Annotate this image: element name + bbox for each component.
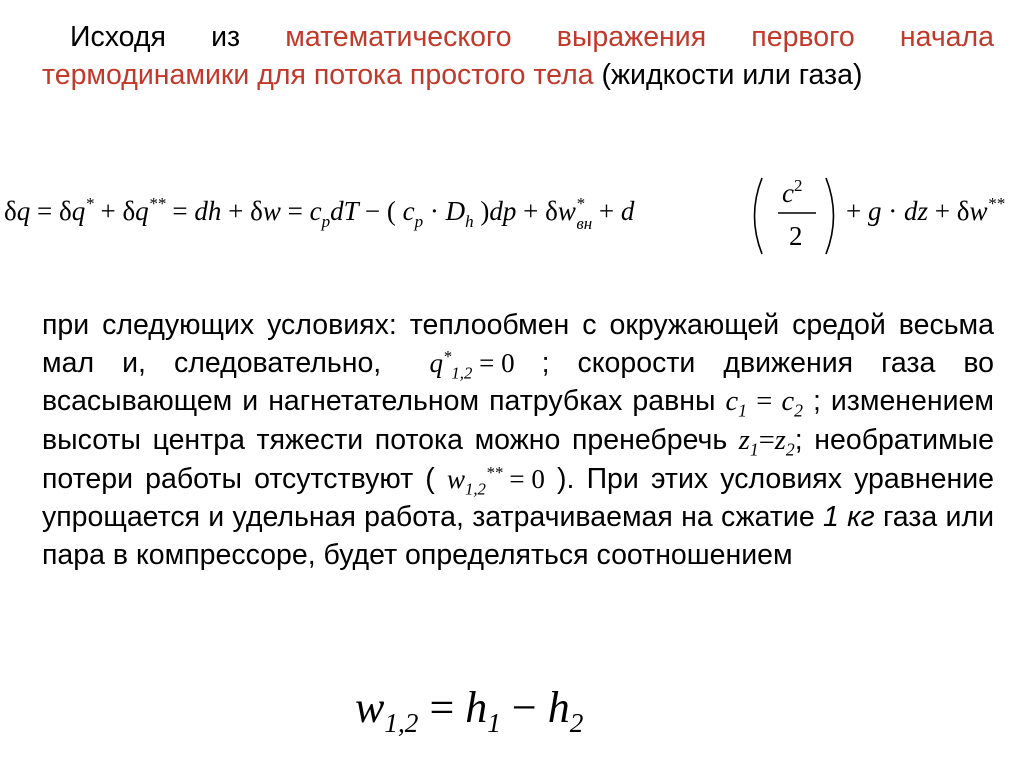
- final-equation: $w_{1,2} = h_1 - h_2$: [355, 683, 584, 738]
- cond-s2: ; скорости движения газа во всасывающем и нагнетательном патрубках равны: [42, 347, 995, 417]
- intro-highlight: математического выражения первого начала термодинамики для потока простого тела: [42, 21, 994, 91]
- cond-s3: ; изменением высоты центра тяжести потока можно пренебречь: [42, 385, 994, 456]
- eq-frac-num: $c^2$: [782, 176, 803, 208]
- eq-term-tail: + g · dz + δw**: [846, 194, 1005, 226]
- intro-lead: Исходя из: [70, 21, 241, 53]
- intro-tail: (жидкости или газа): [601, 59, 863, 91]
- main-equation: [4, 168, 1020, 264]
- cond-c-eq: $c_1 = c_2$: [725, 386, 803, 421]
- conditions-paragraph: [42, 306, 994, 574]
- cond-s5: ). При этих условиях уравнение упрощается и удельная работа, затрачиваемая на сжатие: [42, 463, 995, 533]
- left-paren-icon: [755, 178, 763, 254]
- cond-z-eq: $z_1=z_2$: [738, 425, 795, 460]
- cond-s1: при следующих условиях: теплообмен с окружающей средой весьма мал и, следовательно,: [42, 309, 994, 379]
- cond-s6: газа или пара в компрессоре, будет определяться соотношением: [42, 501, 994, 571]
- eq-frac-den: 2: [789, 221, 803, 251]
- eq-term-dq: δq = δq* + δq** = dh + $\delta w = c_pdT$ − ( $c_p \cdot D_h$ )dp + δw* вн + d: [4, 194, 635, 233]
- inline-eq-q: $q^*_{1,2} = 0$: [409, 347, 515, 383]
- cond-s4: ; необратимые потери работы отсутствуют (: [42, 424, 994, 495]
- cond-mass: 1 кг: [823, 501, 875, 533]
- intro-paragraph: [42, 18, 994, 94]
- right-paren-icon: [826, 178, 834, 254]
- inline-eq-w: $w_{1,2}^{**} = 0$: [446, 463, 545, 499]
- main-equation-svg: [4, 168, 1020, 264]
